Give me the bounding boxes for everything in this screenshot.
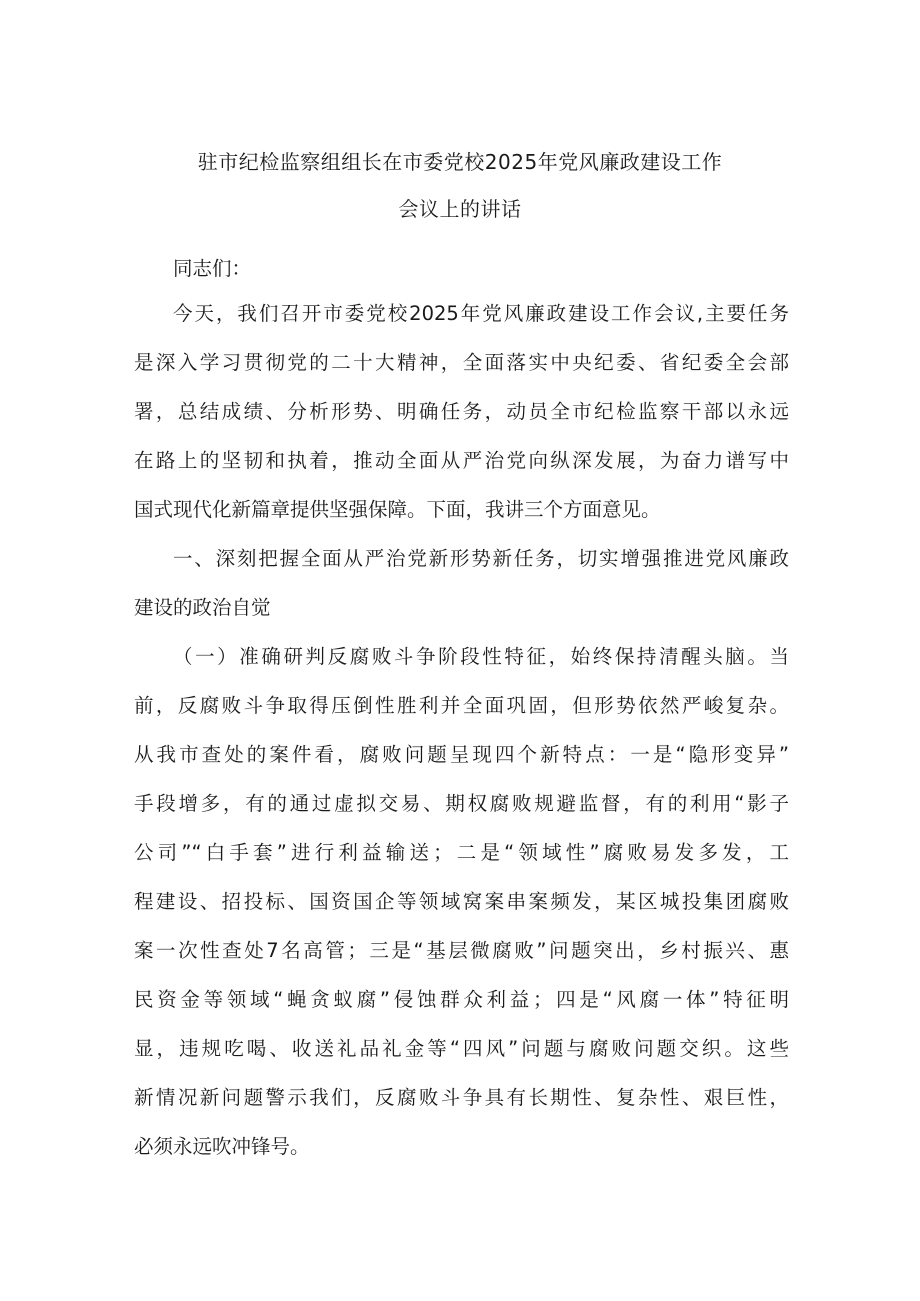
paragraph-line: 公司”“白手套”进行利益输送；二是“领域性”腐败易发多发，工 — [134, 841, 789, 864]
paragraph-line: （一）准确研判反腐败斗争阶段性特征，始终保持清醒头脑。当 — [173, 645, 789, 668]
document-title-line-1: 驻市纪检监察组组长在市委党校2025年党风廉政建设工作 — [197, 150, 723, 174]
section-heading-line: 建设的政治自觉 — [134, 596, 271, 619]
document-title-line-2: 会议上的讲话 — [398, 197, 522, 221]
paragraph-line: 显，违规吃喝、收送礼品礼金等“四风”问题与腐败问题交织。这些 — [134, 1037, 789, 1060]
paragraph-line: 必须永远吹冲锋号。 — [134, 1135, 310, 1158]
paragraph-line: 新情况新问题警示我们，反腐败斗争具有长期性、复杂性、艰巨性， — [134, 1086, 789, 1109]
paragraph-line: 在路上的坚韧和执着，推动全面从严治党向纵深发展，为奋力谱写中 — [134, 449, 789, 472]
paragraph-line: 民资金等领域“蝇贪蚁腐”侵蚀群众利益；四是“风腐一体”特征明 — [134, 988, 789, 1011]
paragraph-line: 今天，我们召开市委党校2025年党风廉政建设工作会议,主要任务 — [173, 302, 789, 325]
paragraph-line: 署，总结成绩、分析形势、明确任务，动员全市纪检监察干部以永远 — [134, 400, 789, 423]
section-heading-line: 一、深刻把握全面从严治党新形势新任务，切实增强推进党风廉政 — [173, 547, 789, 570]
salutation: 同志们： — [173, 257, 252, 280]
paragraph-line: 是深入学习贯彻党的二十大精神，全面落实中央纪委、省纪委全会部 — [134, 351, 789, 374]
paragraph-line: 前，反腐败斗争取得压倒性胜利并全面巩固，但形势依然严峻复杂。 — [134, 694, 789, 717]
paragraph-line: 程建设、招投标、国资国企等领域窝案串案频发，某区城投集团腐败 — [134, 890, 789, 913]
paragraph-line: 案一次性查处7名高管；三是“基层微腐败”问题突出，乡村振兴、惠 — [134, 939, 789, 962]
paragraph-line: 从我市查处的案件看，腐败问题呈现四个新特点：一是“隐形变异” — [134, 743, 789, 766]
paragraph-line: 手段增多，有的通过虚拟交易、期权腐败规避监督，有的利用“影子 — [134, 792, 789, 815]
paragraph-line: 国式现代化新篇章提供坚强保障。下面，我讲三个方面意见。 — [134, 498, 661, 521]
